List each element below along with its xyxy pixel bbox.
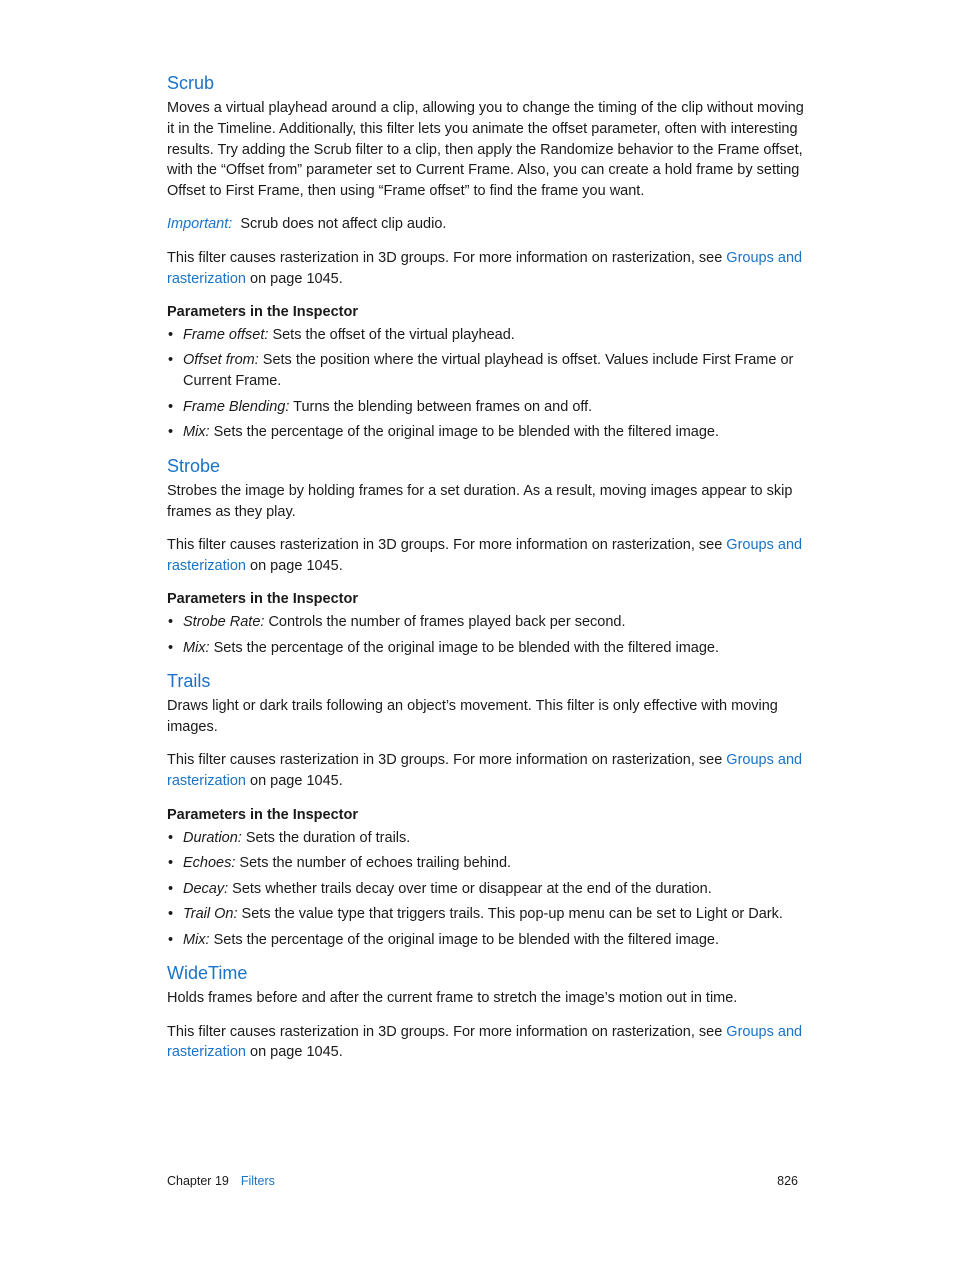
list-item: • Mix: Sets the percentage of the original image to be blended with the filtered image.: [168, 424, 720, 441]
param-desc: Sets the duration of trails.: [241, 829, 411, 846]
list-item: • Duration: Sets the duration of trails.: [168, 829, 411, 846]
list-item: • Mix: Sets the percentage of the original image to be blended with the filtered image.: [168, 931, 720, 948]
rasterization-text: This filter causes rasterization in 3D groups. For more information on rasterization, see: [167, 537, 727, 554]
important-label: Important:: [167, 216, 233, 233]
list-item: • Frame Blending: Turns the blending between frames on and off.: [168, 398, 593, 415]
param-term: Strobe Rate:: [183, 614, 265, 631]
section-heading-trails: Trails: [167, 671, 211, 692]
rasterization-text: This filter causes rasterization in 3D groups. For more information on rasterization, see: [167, 249, 727, 266]
param-desc: Sets whether trails decay over time or disappear at the end of the duration.: [228, 880, 712, 897]
params-heading-strobe: Parameters in the Inspector: [167, 591, 358, 608]
groups-rasterization-link[interactable]: Groups and rasterization: [167, 752, 803, 790]
page-reference: on page 1045.: [245, 557, 343, 574]
section-body-strobe: Strobes the image by holding frames for a set duration. As a result, moving images appear to skip frames as they play.: [167, 482, 793, 520]
section-heading-scrub: Scrub: [167, 73, 215, 93]
section-scrub: [167, 72, 807, 443]
list-item: • Mix: Sets the percentage of the original image to be blended with the filtered image.: [168, 639, 720, 656]
params-list-strobe: [167, 612, 807, 658]
footer-chapter: Chapter 19: [167, 1174, 229, 1188]
important-text: Scrub does not affect clip audio.: [240, 216, 447, 233]
rasterization-text: This filter causes rasterization in 3D groups. For more information on rasterization, see: [167, 752, 727, 769]
param-term: Duration:: [183, 829, 242, 846]
param-term: Offset from:: [183, 352, 259, 369]
list-item: • Trail On: Sets the value type that triggers trails. This pop-up menu can be set to Light or Dark.: [168, 906, 783, 923]
footer-chapter-link[interactable]: Filters: [240, 1174, 275, 1188]
param-desc: Sets the percentage of the original image to be blended with the filtered image.: [209, 424, 720, 441]
page-number: 826: [777, 1174, 798, 1188]
page-reference: on page 1045.: [245, 270, 343, 287]
section-body-trails: Draws light or dark trails following an object’s movement. This filter is only effective with moving images.: [167, 698, 778, 736]
param-desc: Sets the value type that triggers trails. This pop-up menu can be set to Light or Dark.: [237, 906, 783, 923]
param-desc: Sets the position where the virtual playhead is offset. Values include First Frame or Current Frame.: [183, 352, 794, 390]
param-term: Mix:: [183, 931, 210, 948]
param-term: Decay:: [183, 880, 229, 897]
rasterization-note-scrub: [167, 248, 807, 290]
params-list-scrub: [167, 325, 807, 443]
param-term: Frame Blending:: [183, 398, 290, 415]
rasterization-text: This filter causes rasterization in 3D groups. For more information on rasterization, see: [167, 1023, 727, 1040]
param-desc: Sets the percentage of the original image to be blended with the filtered image.: [209, 931, 720, 948]
params-heading-trails: Parameters in the Inspector: [167, 806, 358, 823]
rasterization-note-strobe: [167, 535, 807, 577]
params-heading-scrub: Parameters in the Inspector: [167, 303, 358, 320]
param-term: Trail On:: [183, 906, 238, 923]
list-item: • Offset from: Sets the position where the virtual playhead is offset. Values include First Frame or Current Frame.: [168, 352, 794, 390]
param-desc: Sets the percentage of the original image to be blended with the filtered image.: [209, 639, 720, 656]
groups-rasterization-link[interactable]: Groups and rasterization: [167, 537, 803, 574]
param-term: Frame offset:: [183, 326, 269, 343]
list-item: • Decay: Sets whether trails decay over time or disappear at the end of the duration.: [168, 880, 712, 897]
param-term: Echoes:: [183, 855, 236, 872]
param-desc: Sets the offset of the virtual playhead.: [268, 326, 515, 343]
section-trails: [167, 670, 807, 950]
param-term: Mix:: [183, 639, 210, 656]
param-desc: Controls the number of frames played back per second.: [264, 614, 626, 631]
list-item: • Frame offset: Sets the offset of the virtual playhead.: [168, 326, 515, 343]
param-desc: Sets the number of echoes trailing behind.: [235, 855, 512, 872]
rasterization-note-widetime: [167, 1022, 807, 1064]
rasterization-note-trails: [167, 750, 807, 792]
section-strobe: [167, 455, 807, 658]
section-heading-widetime: WideTime: [167, 963, 248, 984]
important-note: [167, 214, 807, 235]
page-footer: [167, 1172, 798, 1190]
list-item: • Strobe Rate: Controls the number of frames played back per second.: [168, 614, 626, 631]
section-widetime: [167, 962, 807, 1063]
groups-rasterization-link[interactable]: Groups and rasterization: [167, 1023, 803, 1061]
section-body-widetime: Holds frames before and after the current frame to stretch the image’s motion out in time.: [167, 990, 738, 1007]
document-page: [167, 72, 807, 1076]
param-term: Mix:: [183, 424, 210, 441]
params-list-trails: [167, 828, 807, 951]
page-reference: on page 1045.: [245, 773, 343, 790]
section-body-scrub: Moves a virtual playhead around a clip, allowing you to change the timing of the clip without moving it in the Timeline. Additionally, this filter lets you animate the offset parameter, often with interesting results. Try adding the Scrub filter to a clip, then apply the Randomize behavior to the Frame offset, with the “Offset from” parameter set to Current Frame. Also, you can create a hold frame by setting Offset to First Frame, then using “Frame offset” to find the frame you want.: [167, 100, 804, 200]
page-reference: on page 1045.: [245, 1044, 343, 1061]
list-item: • Echoes: Sets the number of echoes trailing behind.: [168, 855, 512, 872]
groups-rasterization-link[interactable]: Groups and rasterization: [167, 249, 803, 287]
param-desc: Turns the blending between frames on and off.: [289, 398, 593, 415]
section-heading-strobe: Strobe: [167, 455, 221, 476]
